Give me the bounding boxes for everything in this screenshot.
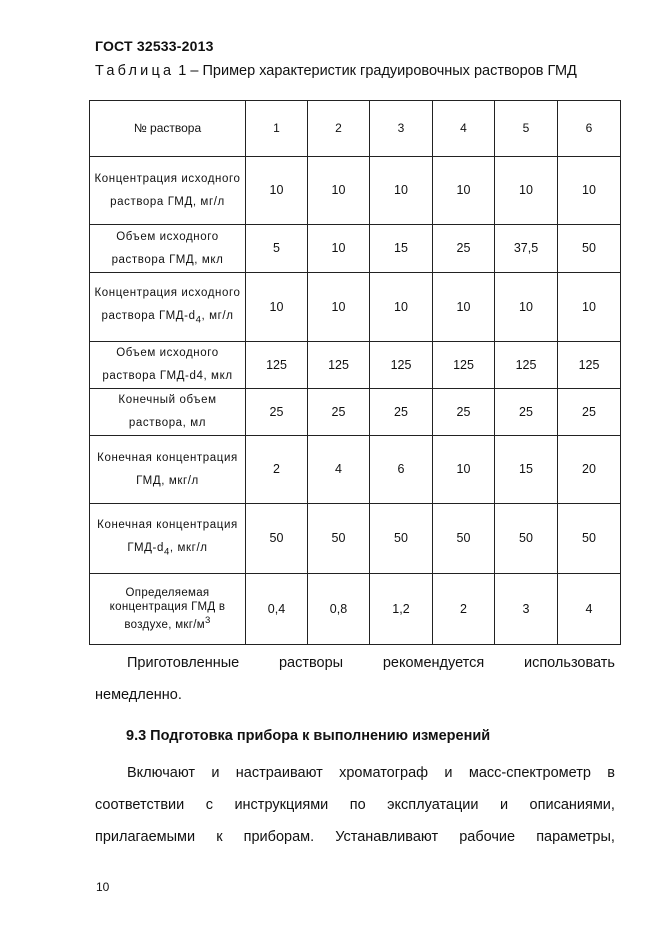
calibration-solutions-table — [89, 100, 621, 645]
table-cell: 50 — [495, 504, 558, 574]
table-cell: 0,4 — [246, 574, 308, 645]
word: и — [211, 765, 220, 781]
table-cell: 4 — [308, 436, 370, 504]
table-cell: 25 — [370, 389, 433, 436]
column-header: 5 — [495, 101, 558, 157]
table-cell: 125 — [308, 342, 370, 389]
row-label-superscript: 3 — [204, 615, 211, 627]
row-label-text: Конечная концентрация ГМД-d — [97, 518, 238, 554]
table-row — [90, 436, 621, 504]
table-cell: 6 — [370, 436, 433, 504]
word: прилагаемыми — [95, 829, 196, 845]
table-cell: 10 — [308, 273, 370, 342]
word: параметры, — [536, 829, 615, 845]
table-cell: 10 — [370, 157, 433, 225]
table-row — [90, 504, 621, 574]
row-label — [90, 574, 246, 645]
table-cell: 2 — [433, 574, 495, 645]
table-cell: 20 — [558, 436, 621, 504]
row-label — [90, 273, 246, 342]
word: и — [444, 765, 453, 781]
table-caption-lead: Таблица — [95, 63, 175, 79]
table-cell: 10 — [433, 157, 495, 225]
word: эксплуатации — [387, 797, 479, 813]
table-cell: 50 — [246, 504, 308, 574]
table-caption — [95, 63, 577, 79]
table-cell: 1,2 — [370, 574, 433, 645]
paragraph-solutions-usage — [95, 655, 615, 703]
word: приборам. — [243, 829, 315, 845]
table-cell: 10 — [246, 157, 308, 225]
row-label-subscript: 4 — [163, 546, 170, 558]
word: использовать — [523, 655, 615, 671]
table-cell: 25 — [433, 225, 495, 273]
column-header: 3 — [370, 101, 433, 157]
table-cell: 15 — [495, 436, 558, 504]
paragraph-line — [95, 829, 615, 845]
paragraph-line — [95, 765, 615, 781]
table-cell: 125 — [495, 342, 558, 389]
table-cell: 10 — [433, 436, 495, 504]
table-cell: 5 — [246, 225, 308, 273]
row-label: Конечная концентрация ГМД, мкг/л — [90, 436, 246, 504]
table-row — [90, 574, 621, 645]
table-row — [90, 157, 621, 225]
column-header: 1 — [246, 101, 308, 157]
word: Приготовленные — [127, 655, 240, 671]
row-label-text: Концентрация исходного раствора ГМД-d — [94, 287, 241, 323]
table-caption-text: 1 – Пример характеристик градуировочных растворов ГМД — [178, 63, 577, 79]
paragraph-line — [95, 655, 615, 671]
paragraph-line: немедленно. — [95, 687, 182, 703]
row-label: Объем исходного раствора ГМД, мкл — [90, 225, 246, 273]
table-cell: 10 — [558, 157, 621, 225]
word: инструкциями — [234, 797, 329, 813]
word: хроматограф — [339, 765, 429, 781]
section-heading: 9.3 Подготовка прибора к выполнению измерений — [126, 728, 491, 744]
table-row — [90, 225, 621, 273]
table-cell: 0,8 — [308, 574, 370, 645]
row-label-unit: , мг/л — [201, 310, 234, 323]
row-label-text: Определяемая концентрация ГМД в воздухе, мкг/м — [109, 587, 226, 631]
table-cell: 25 — [495, 389, 558, 436]
table-cell: 125 — [370, 342, 433, 389]
table-row — [90, 273, 621, 342]
word: Устанавливают — [335, 829, 439, 845]
table-cell: 50 — [558, 504, 621, 574]
word: соответствии — [95, 797, 185, 813]
word: к — [216, 829, 223, 845]
column-header: 4 — [433, 101, 495, 157]
word: и — [499, 797, 509, 813]
row-label: Конечный объем раствора, мл — [90, 389, 246, 436]
table-cell: 3 — [495, 574, 558, 645]
word: по — [349, 797, 366, 813]
table-cell: 10 — [246, 273, 308, 342]
word: с — [205, 797, 213, 813]
paragraph-instrument-setup — [95, 765, 615, 845]
table-cell: 37,5 — [495, 225, 558, 273]
table-cell: 10 — [495, 273, 558, 342]
column-header: № раствора — [90, 101, 246, 157]
word: растворы — [278, 655, 344, 671]
table-cell: 125 — [558, 342, 621, 389]
row-label: Концентрация исходного раствора ГМД, мг/л — [90, 157, 246, 225]
word: в — [607, 765, 615, 781]
table-cell: 125 — [433, 342, 495, 389]
row-label: Объем исходного раствора ГМД-d4, мкл — [90, 342, 246, 389]
word: описаниями, — [529, 797, 615, 813]
table-cell: 2 — [246, 436, 308, 504]
word: Включают — [127, 765, 196, 781]
column-header: 6 — [558, 101, 621, 157]
table-cell: 10 — [308, 157, 370, 225]
document-header: ГОСТ 32533-2013 — [95, 38, 214, 54]
table-cell: 50 — [558, 225, 621, 273]
table-cell: 25 — [433, 389, 495, 436]
row-label-subscript: 4 — [195, 314, 202, 326]
table-row — [90, 342, 621, 389]
word: масс-спектрометр — [468, 765, 591, 781]
word: настраивают — [235, 765, 323, 781]
word: рабочие — [459, 829, 516, 845]
column-header: 2 — [308, 101, 370, 157]
table-cell: 10 — [558, 273, 621, 342]
table-header-row — [90, 101, 621, 157]
table-cell: 10 — [308, 225, 370, 273]
table-cell: 25 — [246, 389, 308, 436]
table-row — [90, 389, 621, 436]
table-cell: 4 — [558, 574, 621, 645]
table-cell: 10 — [433, 273, 495, 342]
table-cell: 25 — [558, 389, 621, 436]
table-cell: 50 — [308, 504, 370, 574]
table-cell: 10 — [370, 273, 433, 342]
row-label — [90, 504, 246, 574]
table-cell: 50 — [433, 504, 495, 574]
table-cell: 125 — [246, 342, 308, 389]
page-number: 10 — [96, 880, 110, 894]
table-cell: 50 — [370, 504, 433, 574]
paragraph-line — [95, 797, 615, 813]
word: рекомендуется — [382, 655, 485, 671]
table-cell: 10 — [495, 157, 558, 225]
table-cell: 15 — [370, 225, 433, 273]
table-cell: 25 — [308, 389, 370, 436]
row-label-unit: , мкг/л — [169, 541, 208, 554]
